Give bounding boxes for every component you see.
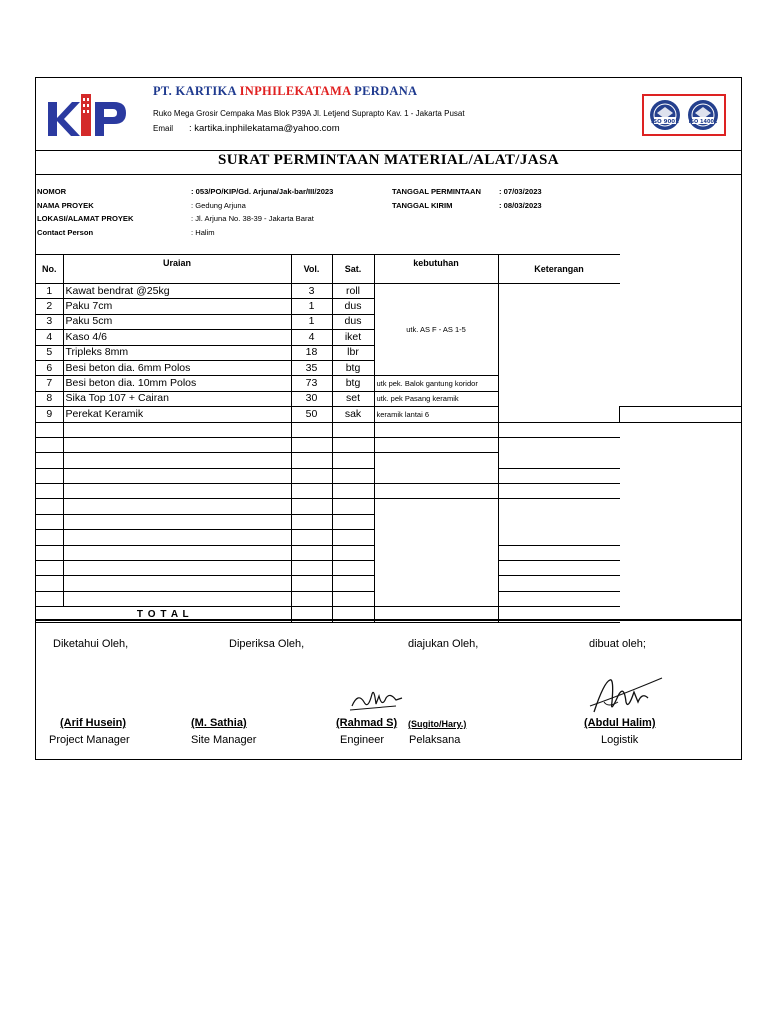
cell-uraian: Kaso 4/6 xyxy=(63,330,291,345)
cell-no: 3 xyxy=(36,314,63,329)
cell-no: 7 xyxy=(36,376,63,391)
company-logo xyxy=(46,90,128,140)
cell-no: 5 xyxy=(36,345,63,360)
signature-abdul-halim xyxy=(584,672,664,718)
cell-no: 4 xyxy=(36,330,63,345)
contact-label: Contact Person xyxy=(37,228,94,237)
table-row xyxy=(36,407,741,422)
kebutuhan-note: keramik lantai 6 xyxy=(374,407,498,422)
cell-sat: iket xyxy=(332,330,374,345)
email-label: Email xyxy=(153,124,174,133)
table-row-empty xyxy=(36,453,741,468)
cell-sat: roll xyxy=(332,284,374,299)
signer-role-3: Engineer xyxy=(340,734,385,746)
cell-no: 9 xyxy=(36,407,63,422)
diperiksa-label: Diperiksa Oleh, xyxy=(229,638,305,650)
cell-vol: 35 xyxy=(291,360,332,375)
cell-uraian: Besi beton dia. 10mm Polos xyxy=(63,376,291,391)
signer-name-4: (Sugito/Hary.) xyxy=(408,719,467,729)
iso-badge-icon xyxy=(648,98,682,132)
table-row xyxy=(36,391,741,406)
signer-role-2: Site Manager xyxy=(191,734,257,746)
table-row-empty xyxy=(36,484,741,499)
header-uraian: Uraian xyxy=(63,255,291,284)
signature-rahmad xyxy=(346,684,406,716)
cell-no: 8 xyxy=(36,391,63,406)
header-keterangan: Keterangan xyxy=(498,255,620,284)
document-title: SURAT PERMINTAAN MATERIAL/ALAT/JASA xyxy=(218,152,559,168)
kebutuhan-note: utk pek. Balok gantung koridor xyxy=(374,376,498,391)
cell-uraian: Perekat Keramik xyxy=(63,407,291,422)
signer-role-4: Pelaksana xyxy=(409,734,461,746)
tgl-permintaan-value: : 07/03/2023 xyxy=(499,187,542,196)
kebutuhan-note: utk. pek Pasang keramik xyxy=(374,391,498,406)
cell-uraian: Tripleks 8mm xyxy=(63,345,291,360)
cell-keterangan xyxy=(498,284,620,423)
diajukan-label: diajukan Oleh, xyxy=(408,638,479,650)
cell-vol: 3 xyxy=(291,284,332,299)
kebutuhan-note: utk. AS F - AS 1-5 xyxy=(374,284,498,376)
cell-sat: dus xyxy=(332,314,374,329)
table-row-empty xyxy=(36,422,741,437)
table-row-empty xyxy=(36,437,741,452)
cell-sat: sak xyxy=(332,407,374,422)
lokasi-value: : Jl. Arjuna No. 38-39 - Jakarta Barat xyxy=(191,214,314,223)
total-label: T O T A L xyxy=(36,607,291,622)
cell-sat: set xyxy=(332,391,374,406)
cell-uraian: Sika Top 107 + Cairan xyxy=(63,391,291,406)
divider xyxy=(36,150,741,151)
cell-uraian: Paku 7cm xyxy=(63,299,291,314)
tgl-kirim-label: TANGGAL KIRIM xyxy=(392,201,453,210)
proyek-label: NAMA PROYEK xyxy=(37,201,94,210)
cell-no: 1 xyxy=(36,284,63,299)
table-row xyxy=(36,284,741,299)
contact-value: : Halim xyxy=(191,228,215,237)
tgl-kirim-value: : 08/03/2023 xyxy=(499,201,542,210)
proyek-value: : Gedung Arjuna xyxy=(191,201,246,210)
cell-vol: 73 xyxy=(291,376,332,391)
iso-certification-badges xyxy=(642,94,726,136)
cell-uraian: Paku 5cm xyxy=(63,314,291,329)
cell-sat: dus xyxy=(332,299,374,314)
header-no: No. xyxy=(36,255,63,284)
items-table xyxy=(36,254,741,623)
cell-uraian: Besi beton dia. 6mm Polos xyxy=(63,360,291,375)
divider xyxy=(36,174,741,175)
iso-badge-1-text: ISO 9001 xyxy=(651,119,679,125)
table-header-row xyxy=(36,255,741,284)
cell-sat: btg xyxy=(332,360,374,375)
cell-vol: 18 xyxy=(291,345,332,360)
cell-sat: lbr xyxy=(332,345,374,360)
table-row xyxy=(36,376,741,391)
cell-uraian: Kawat bendrat @25kg xyxy=(63,284,291,299)
company-address: Ruko Mega Grosir Cempaka Mas Blok P39A Jl. Letjend Suprapto Kav. 1 - Jakarta Pusat xyxy=(153,109,465,118)
signer-role-5: Logistik xyxy=(601,734,639,746)
signer-role-1: Project Manager xyxy=(49,734,130,746)
cell-keterangan xyxy=(620,407,742,422)
tgl-permintaan-label: TANGGAL PERMINTAAN xyxy=(392,187,482,196)
nomor-label: NOMOR xyxy=(37,187,67,196)
header-kebutuhan: kebutuhan xyxy=(374,255,498,284)
email-value: : kartika.inphilekatama@yahoo.com xyxy=(189,123,340,134)
cell-no: 2 xyxy=(36,299,63,314)
cell-vol: 30 xyxy=(291,391,332,406)
cell-vol: 50 xyxy=(291,407,332,422)
lokasi-label: LOKASI/ALAMAT PROYEK xyxy=(37,214,134,223)
cell-vol: 1 xyxy=(291,299,332,314)
signer-name-1: (Arif Husein) xyxy=(60,717,126,729)
diketahui-label: Diketahui Oleh, xyxy=(53,638,129,650)
divider xyxy=(36,619,741,621)
table-row-empty xyxy=(36,499,741,514)
iso-badge-2-text: ISO 14001 xyxy=(688,119,718,125)
cell-vol: 4 xyxy=(291,330,332,345)
header-sat: Sat. xyxy=(332,255,374,284)
nomor-value: : 053/PO/KIP/Gd. Arjuna/Jak-bar/III/2023 xyxy=(191,187,334,196)
cell-vol: 1 xyxy=(291,314,332,329)
signer-name-5: (Abdul Halim) xyxy=(584,717,656,729)
iso-badge-icon xyxy=(686,98,720,132)
dibuat-label: dibuat oleh; xyxy=(589,638,646,650)
company-name: PT. KARTIKA INPHILEKATAMA PERDANA xyxy=(153,84,418,98)
document-frame xyxy=(35,77,742,760)
signer-name-2: (M. Sathia) xyxy=(191,717,247,729)
header-vol: Vol. xyxy=(291,255,332,284)
cell-no: 6 xyxy=(36,360,63,375)
signer-name-3: (Rahmad S) xyxy=(336,717,398,729)
cell-sat: btg xyxy=(332,376,374,391)
